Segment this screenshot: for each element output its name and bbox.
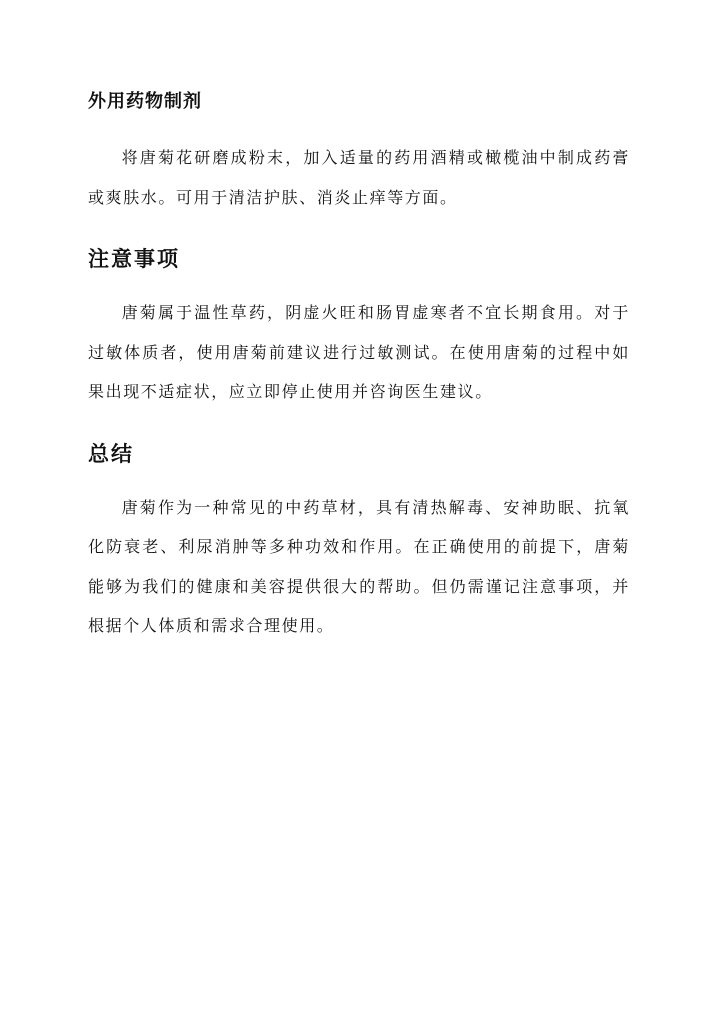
- precautions-paragraph: 唐菊属于温性草药，阴虚火旺和肠胃虚寒者不宜长期食用。对于过敏体质者，使用唐菊前建议进行过敏测试。在使用唐菊的过程中如果出现不适症状，应立即停止使用并咨询医生建议。: [88, 303, 630, 401]
- summary-heading: 总结: [88, 440, 134, 466]
- external-preparation-paragraph: 将唐菊花研磨成粉末，加入适量的药用酒精或橄榄油中制成药膏或爽肤水。可用于清洁护肤、消炎止痒等方面。: [88, 148, 630, 207]
- summary-paragraph: 唐菊作为一种常见的中药草材，具有清热解毒、安神助眠、抗氧化防衰老、利尿消肿等多种功效和作用。在正确使用的前提下，唐菊能够为我们的健康和美容提供很大的帮助。但仍需谨记注意事项，并根据个人体质和需求合理使用。: [88, 497, 630, 635]
- precautions-heading: 注意事项: [88, 246, 180, 271]
- external-preparation-heading: 外用药物制剂: [88, 91, 202, 112]
